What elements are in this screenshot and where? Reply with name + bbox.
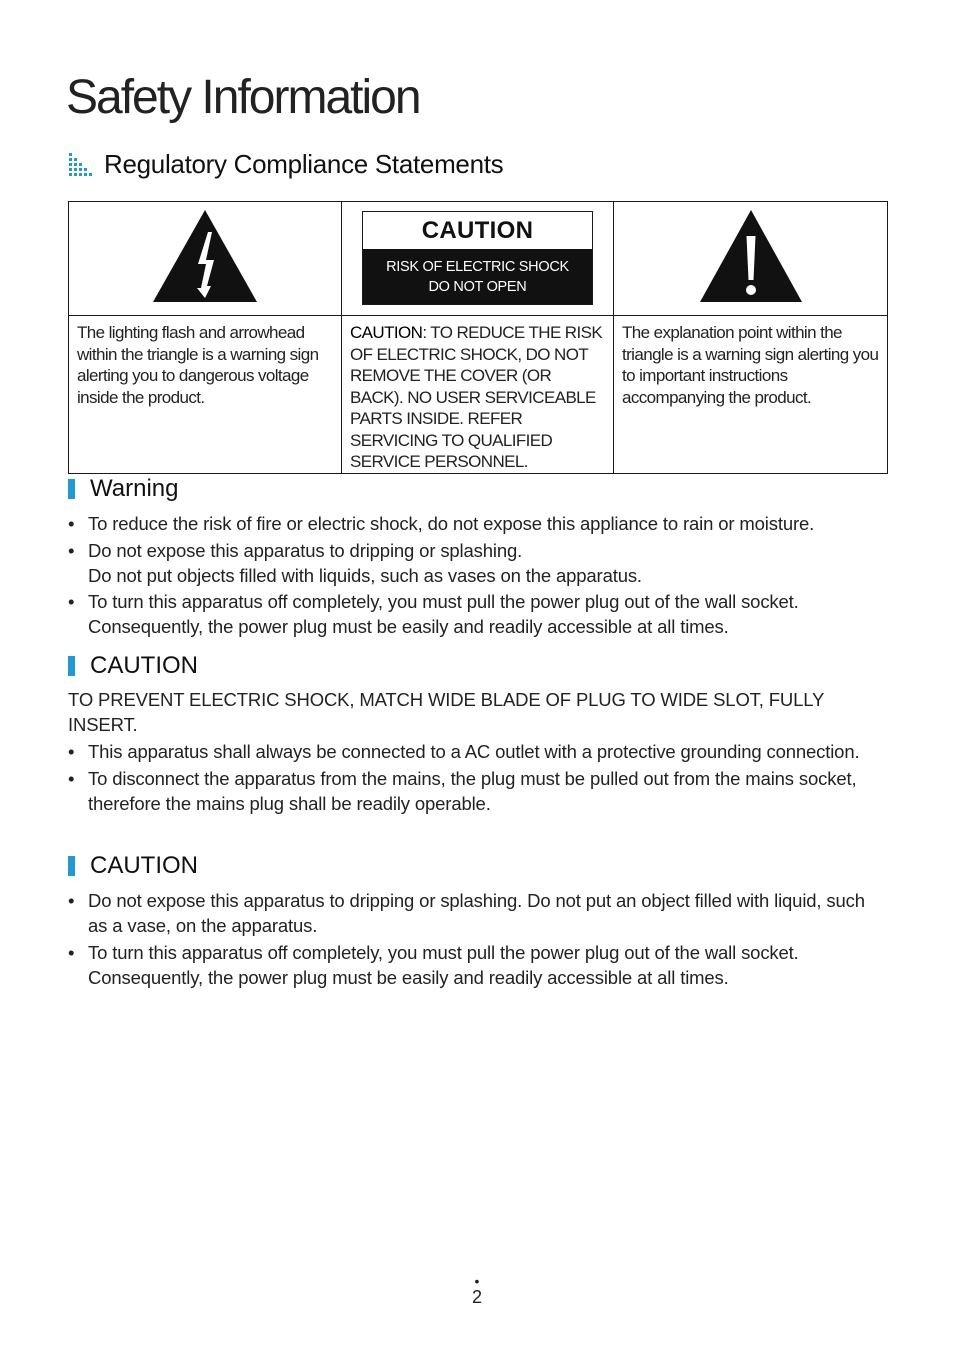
- caution-label-warning: [363, 249, 592, 304]
- lightning-description: [69, 316, 342, 474]
- dot-grid-icon: [68, 151, 94, 177]
- list-item: [68, 589, 888, 639]
- list-item-text: To turn this apparatus off completely, you must pull the power plug out of the wall socket. Consequently, the power plug must be easily and readily accessible at all times.: [88, 941, 799, 988]
- page-number-text: 2: [471, 1287, 482, 1307]
- list-item-text: To reduce the risk of fire or electric shock, do not expose this appliance to rain or moisture.: [88, 513, 815, 534]
- list-item-text: To turn this apparatus off completely, you must pull the power plug out of the wall socket. Consequently, the power plug must be easily and readily accessible at all times.: [88, 591, 799, 637]
- caution-description-body: : TO REDUCE THE RISK OF ELECTRIC SHOCK, DO NOT REMOVE THE COVER (OR BACK). NO USER SERVICEABLE PARTS INSIDE. REFER SERVICING TO QUALIFIED SERVICE PERSONNEL.: [350, 323, 603, 471]
- caution-heading-2: [68, 851, 198, 881]
- caution-label-cell: [342, 202, 614, 316]
- heading-marker: [68, 479, 75, 499]
- caution-heading-text: CAUTION: [90, 652, 198, 679]
- caution-2-list: [68, 888, 888, 991]
- list-item-text: • Do not expose this apparatus to dripping or splashing.: [88, 539, 523, 561]
- exclamation-description-text: The explanation point within the triangle is a warning sign alerting you to important instructions accompanying the product.: [622, 323, 879, 407]
- caution-description-text: [350, 322, 605, 473]
- caution-list: [68, 739, 888, 817]
- exclamation-warning-icon: [698, 208, 804, 304]
- list-item: [68, 940, 888, 990]
- section-heading: [68, 146, 503, 182]
- page-title: Safety Information: [66, 71, 420, 124]
- list-item-text: Do not expose this apparatus to dripping or splashing. Do not put an object filled with liquid, such as a vase, on the apparatus.: [88, 890, 865, 936]
- warning-heading: [68, 474, 178, 504]
- exclamation-description: [614, 316, 888, 474]
- caution-heading-2-text: CAUTION: [90, 852, 198, 879]
- caution-label-line1: RISK OF ELECTRIC SHOCK: [386, 258, 569, 275]
- heading-marker: [68, 656, 75, 676]
- list-item: [68, 766, 888, 816]
- list-item-text: Do not put objects filled with liquids, such as vases on the apparatus.: [88, 564, 642, 586]
- caution-label-line2: DO NOT OPEN: [428, 278, 527, 295]
- exclamation-symbol-cell: [614, 202, 888, 316]
- section-heading-text: Regulatory Compliance Statements: [104, 148, 504, 179]
- lightning-warning-icon: [151, 208, 259, 304]
- list-item-text: To disconnect the apparatus from the mains, the plug must be pulled out from the mains socket, therefore the mains plug shall be readily operable.: [88, 767, 857, 814]
- caution-label: [362, 211, 593, 305]
- caution-label-title: CAUTION: [421, 216, 534, 244]
- caution-description-label: CAUTION: [350, 323, 423, 342]
- list-item-text: This apparatus shall always be connected to a AC outlet with a protective grounding connection.: [88, 741, 860, 762]
- caution-intro: TO PREVENT ELECTRIC SHOCK, MATCH WIDE BLADE OF PLUG TO WIDE SLOT, FULLY INSERT.: [68, 689, 824, 735]
- list-item: [68, 538, 888, 588]
- caution-heading: [68, 651, 198, 681]
- lightning-symbol-cell: [69, 202, 342, 316]
- warning-list: [68, 511, 888, 641]
- list-item: [68, 739, 888, 764]
- list-item: [68, 888, 888, 938]
- safety-symbols-table: [68, 201, 888, 474]
- caution-description: [342, 316, 614, 474]
- page-number: [0, 1273, 954, 1308]
- heading-marker: [68, 856, 75, 876]
- lightning-description-text: The lighting flash and arrowhead within the triangle is a warning sign alerting you to dangerous voltage inside the product.: [77, 323, 319, 407]
- list-item: [68, 511, 888, 536]
- warning-heading-text: Warning: [90, 475, 179, 502]
- page-dot-icon: •: [474, 1273, 480, 1289]
